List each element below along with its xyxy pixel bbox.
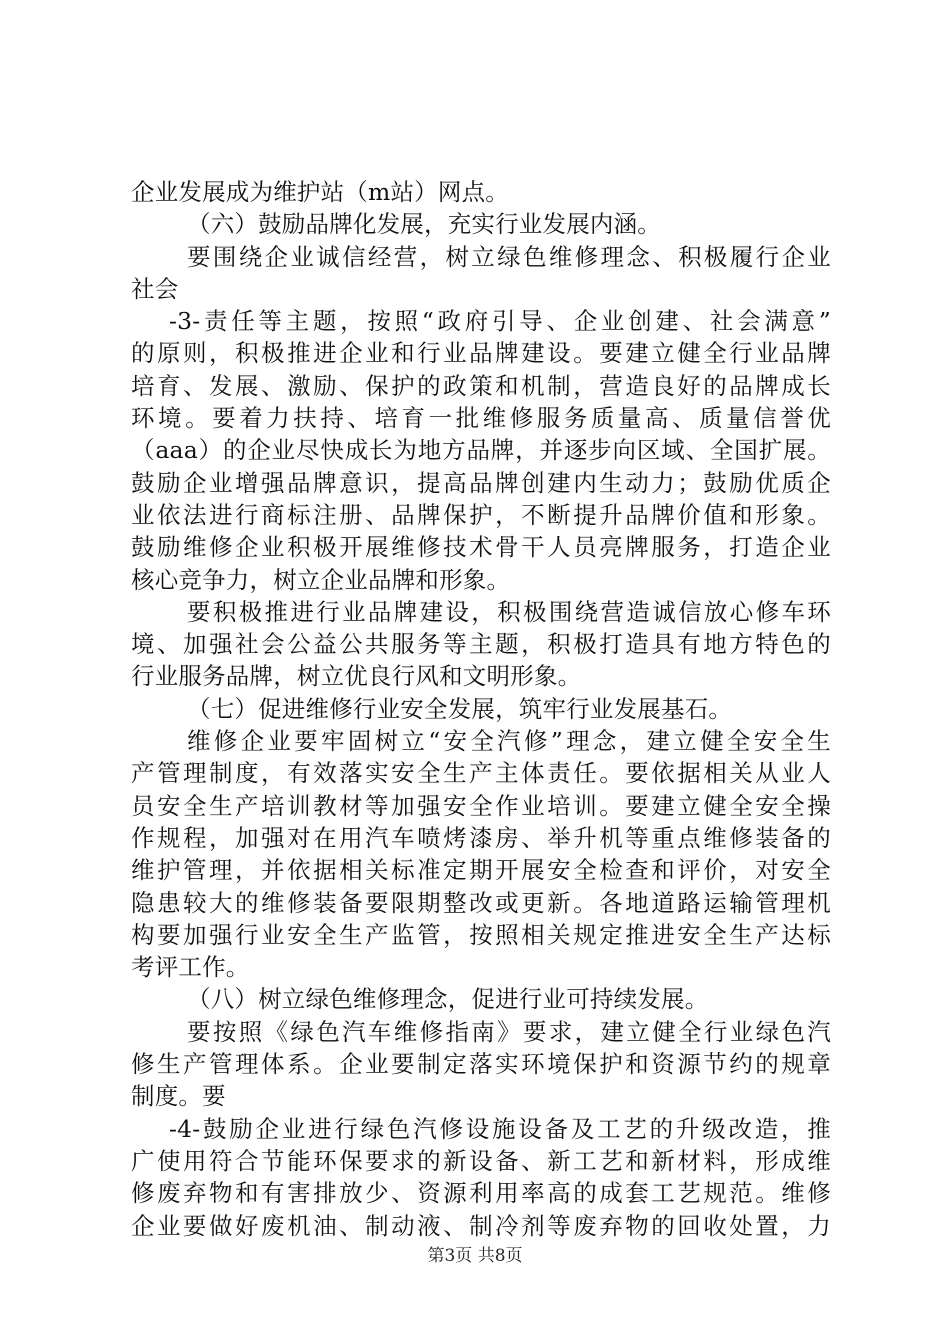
text-line: 企业要做好废机油、制动液、制冷剂等废弃物的回收处置，力	[131, 1211, 831, 1240]
text-line: 业依法进行商标注册、品牌保护，不断提升品牌价值和形象。	[131, 500, 831, 529]
text-line: 维护管理，并依据相关标准定期开展安全检查和评价，对安全	[131, 856, 831, 885]
text-line: 要按照《绿色汽车维修指南》要求，建立健全行业绿色汽	[187, 1017, 831, 1046]
text-line: 考评工作。	[131, 953, 250, 982]
section-heading: （八）树立绿色维修理念，促进行业可持续发展。	[187, 985, 709, 1014]
text-line: （aaa）的企业尽快成长为地方品牌，并逐步向区域、全国扩展。	[131, 436, 831, 465]
section-heading: （六）鼓励品牌化发展，充实行业发展内涵。	[187, 210, 661, 239]
document-body	[131, 176, 831, 1242]
text-line: 作规程，加强对在用汽车喷烤漆房、举升机等重点维修装备的	[131, 823, 831, 852]
text-line: -4-鼓励企业进行绿色汽修设施设备及工艺的升级改造，推	[169, 1114, 831, 1143]
text-line: 要围绕企业诚信经营，树立绿色维修理念、积极履行企业	[187, 242, 831, 271]
text-line: 制度。要	[131, 1082, 226, 1111]
text-line: 修生产管理体系。企业要制定落实环境保护和资源节约的规章	[131, 1050, 831, 1079]
page-indicator: 第3页 共8页	[427, 1246, 523, 1266]
text-line: 隐患较大的维修装备要限期整改或更新。各地道路运输管理机	[131, 888, 831, 917]
text-line: 要积极推进行业品牌建设，积极围绕营造诚信放心修车环	[187, 597, 831, 626]
text-line: 鼓励维修企业积极开展维修技术骨干人员亮牌服务，打造企业	[131, 533, 831, 562]
text-line: 广使用符合节能环保要求的新设备、新工艺和新材料，形成维	[131, 1146, 831, 1175]
text-line: 环境。要着力扶持、培育一批维修服务质量高、质量信誉优	[131, 404, 831, 433]
text-line: 修废弃物和有害排放少、资源利用率高的成套工艺规范。维修	[131, 1179, 831, 1208]
text-line: 构要加强行业安全生产监管，按照相关规定推进安全生产达标	[131, 920, 831, 949]
text-line: 社会	[131, 274, 179, 303]
text-line: 员安全生产培训教材等加强安全作业培训。要建立健全安全操	[131, 791, 831, 820]
page-footer	[0, 1244, 950, 1268]
text-line: 培育、发展、激励、保护的政策和机制，营造良好的品牌成长	[131, 371, 831, 400]
text-line: 境、加强社会公益公共服务等主题，积极打造具有地方特色的	[131, 630, 831, 659]
text-line: -3-责任等主题，按照“政府引导、企业创建、社会满意”	[169, 307, 831, 336]
text-line: 企业发展成为维护站（m站）网点。	[131, 178, 509, 206]
section-heading: （七）促进维修行业安全发展，筑牢行业发展基石。	[187, 694, 733, 723]
text-line: 行业服务品牌，树立优良行风和文明形象。	[131, 662, 582, 691]
text-line: 鼓励企业增强品牌意识，提高品牌创建内生动力；鼓励优质企	[131, 468, 831, 497]
text-line: 产管理制度，有效落实安全生产主体责任。要依据相关从业人	[131, 759, 831, 788]
text-line: 维修企业要牢固树立“安全汽修”理念，建立健全安全生	[187, 727, 831, 756]
text-line: 的原则，积极推进企业和行业品牌建设。要建立健全行业品牌	[131, 339, 831, 368]
text-line: 核心竞争力，树立企业品牌和形象。	[131, 565, 511, 594]
